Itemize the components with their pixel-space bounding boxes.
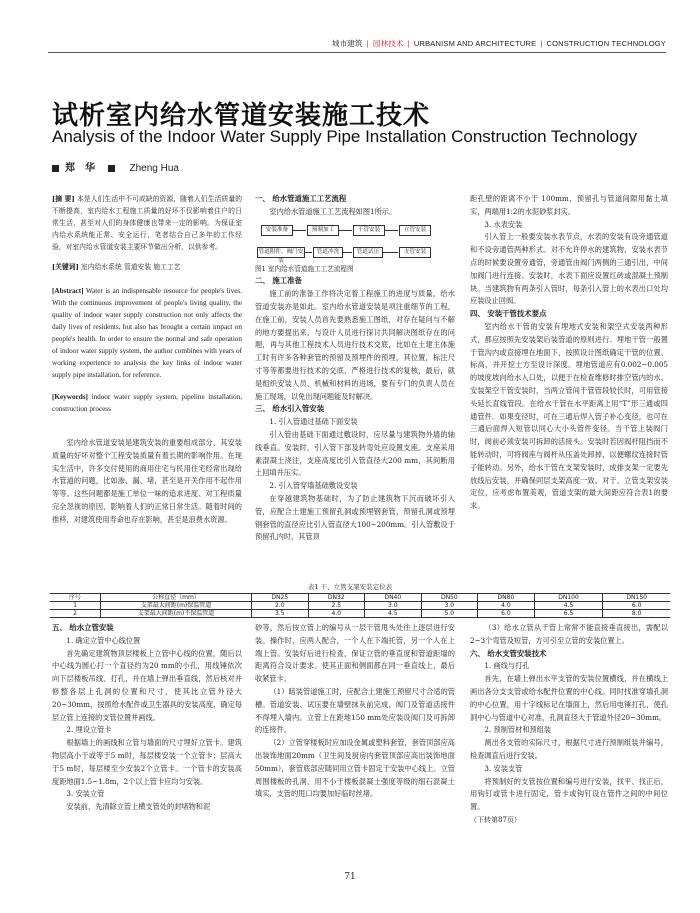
- intro-paragraph: 室内给水管道安装是建筑安装的重要组成部分，其安装质量的好坏对整个工程安装质量有着长期的影响作用。在现实生活中，许多交付使用的商用住宅与民用住宅经常出现给水管道的问题，比如渗、漏、堵，甚至是开关作用不起作用等等。这些问题都是施工单位一味的追求进度、对工程质量完全忽视的原因，影响着人们的正常日常生活。随着时间的推移，对建筑使用寿命也存在影响，甚至是浪费水资源。: [52, 438, 242, 524]
- header-category: 园林技术: [372, 39, 404, 48]
- flow-arrow: [342, 252, 352, 253]
- table-cell: 4.5: [534, 602, 603, 610]
- flow-box: 干管安装: [353, 225, 385, 236]
- table-cell: 3.5: [252, 610, 309, 618]
- column-3: [470, 193, 668, 513]
- flow-box: 管道试压: [353, 247, 383, 258]
- table-header-cell: 公称直径（mm）: [101, 594, 252, 602]
- table-cell: 支架最大间距(m)不保温管道: [101, 610, 252, 618]
- continued-note: （下转第87页）: [470, 815, 521, 824]
- keywords-en-label: [Keywords]: [52, 393, 88, 401]
- keywords-en: [52, 391, 242, 415]
- table-cell: 6.5: [534, 610, 603, 618]
- section-5-text1: 首先确定建筑物顶层楼板上立管中心线的位置，随后以中心线为圆心打一个直径约为20 mm的小孔，用线锤依次向下层楼板吊线、打孔，并在墙上弹出垂直线，然后核对并修整各层上孔洞的位置和尺寸，使其比立管外径大20~30mm，按照给水配件或卫生器具的安装高度，确定每层立管上连接的支管位置并画线。: [52, 648, 242, 722]
- section-6-title: 六、 给水支管安装技术: [470, 648, 547, 658]
- title-chinese: 试析室内给水管道安装施工技术: [52, 101, 431, 131]
- section-3-continued: 距孔壁的距离不小于 100mm，预留孔与管道间隙用黏土填实，两端用1:2的水泥砂浆封实。: [470, 194, 668, 216]
- column-2-lower: [255, 622, 455, 801]
- table-cell: 3.0: [421, 602, 478, 610]
- header-en-category: CONSTRUCTION TECHNOLOGY: [546, 39, 666, 48]
- section-5-text3: 安装前，先清除立管上横支管处的封堵物和泥: [66, 802, 211, 812]
- running-header: [332, 38, 666, 49]
- section-4-text: 室内给水干管的安装有埋地式安装和架空式安装两种形式，都应按照先安装架后装管道的原则进行。埋地干管一般置于管沟内或直接埋在地面下，按照设计图纸确定干管的位置、标高，并开挖土方至设计深度。埋地管道应有0.002~0.005的坡度坡向给水入口处，以便于在检查维修时排空管内的水。安装架空干管安装时，当两立管间干管管段较长时，可用管接头延长直线管段。在给水干管在水平距离上用“T”形三通或四通管件。如果变径时，可在三通后焊入管子补心变径，也可在三通后面焊入短管以同心大小头管件变径。当干管上装阀门时，阀前必须安装可拆卸的活接头。安装时若因阀杆阻挡而不能转动时，可将阀座与阀杆从压盖处卸掉，以便螺纹连接时管子能转动。另外，给水干管在支架安装时，成排支架一定要先放线后安装，并确保同层支架高度一致。对于、立管支架安装定位，应考虑布置美观，管道支架的最大间距应符合表1的要求。: [470, 321, 668, 511]
- flow-box: 预制加工: [307, 225, 339, 236]
- title-english: Analysis of the Indoor Water Supply Pipe Installation Construction Technology: [52, 127, 637, 146]
- abstract-cn-label: [摘 要]: [52, 195, 75, 203]
- header-separator: |: [540, 39, 543, 48]
- keywords-en-text: indoor water supply system, pipeline installation, construction process: [52, 393, 242, 413]
- section-6-sub3: 3. 安装支管: [484, 763, 523, 773]
- page-number: 71: [344, 872, 356, 882]
- table-cell: 5.0: [421, 610, 478, 618]
- flow-box: 安装准备: [261, 225, 293, 236]
- table-1: [50, 593, 670, 618]
- flow-box: 立管安装: [399, 225, 431, 236]
- table-cell: 4.0: [478, 602, 535, 610]
- table-header-cell: DN100: [534, 594, 603, 602]
- flow-arrow: [304, 252, 312, 253]
- section-6-sub2: 2. 预制管材和预组装: [484, 725, 552, 735]
- section-2-text: 施工前的准备工作将决定着工程施工的进度与质量，给水管道安装亦是如此。室内给水管道安装是项注重细节的工程，在施工前，安装人员首先要熟悉施工图纸，对存在疑问与不解的地方要提出来，与设计人员进行探讨共同解决图纸存在的问题，再与其他工程技术人员进行技术交底，比如在土建主体施工时有许多各种套管的预留及预埋件的预埋，其位置，标注尺寸等等都要进行技术的交底，严格进行技术的复核，最后，就是组织安装人员、机械和材料的进场，要有专门的负责人员在施工现场，以免出现问题能及时解决。: [255, 289, 455, 401]
- section-3-text3: 引入管上一般要安装水表节点，水表的安装有设旁通管道和不设旁通管两种形式。对不允许停水的建筑物，安装水表节点的时候要设置旁通管，旁通管由阀门两侧的三通引出，中间加阀门进行连接。安装时，水表下面应设置红砖或混凝土预制块。当建筑物有两条引入管时，每条引入管上的水表出口处均应装设止回阀。: [470, 232, 668, 306]
- header-section: 城市建筑: [331, 39, 363, 48]
- section-6-sub1: 1. 画线与打孔: [484, 661, 530, 671]
- keywords-cn: [52, 261, 242, 273]
- table-cell: 支架最大间距(m)保温管道: [101, 602, 252, 610]
- author-chinese: 郑 华: [65, 163, 95, 174]
- section-5-sub2: 2. 埋设立管卡: [66, 725, 112, 735]
- section-5-continued: 砂等，然后按立管上的编号从一层干管甩头处往上逐层进行安装。操作时，应两人配合，一个人在下端托管，另一个人在上端上管。安装好后进行检查，保证立管的垂直度和管道距墙的距离符合设计要求。使其正面和侧面都在同一垂直线上，最后收紧管卡。: [255, 623, 455, 684]
- table-header-cell: DN25: [252, 594, 309, 602]
- abstract-en: [52, 285, 242, 381]
- table-header-cell: DN40: [365, 594, 422, 602]
- section-5-note3: （3）给水立管从干管上常常不能直接垂直接出，需配以2~3个弯管及短管，方可引至立管的安装位置上。: [470, 623, 668, 645]
- flowchart: [255, 223, 455, 263]
- flow-box: 管道附件、阀门安装: [258, 248, 304, 264]
- section-5-text2: 根据墙上的画线和立管与墙面的尺寸埋好立管卡。建筑物层高小于或等于5 m时，每层楼安装一个立管卡；层高大于5 m时，每层楼至少安装2个立管卡。一个管卡的安装高度距地面1.5~1.8m，2个以上管卡应均匀安装。: [52, 738, 242, 786]
- column-3-lower: [470, 622, 668, 827]
- column-1: [52, 193, 242, 527]
- abstract-en-text: Water is an indispensable resource for people's lives. With the continuous improvement of people's living quality, the quality of indoor water supply construction not only affects the daily lives of residents, but also has brought a certain impact on people's health. In order to ensure the normal and safe operation of indoor water supply system, the author combines with years of working experience to analysis the key links of indoor water supply pipe installation, for reference.: [52, 287, 243, 379]
- abstract-cn: [52, 193, 242, 253]
- section-5-sub3: 3. 安装立管: [66, 789, 105, 799]
- section-4-title: 四、 安装干管技术要点: [470, 309, 547, 319]
- table-header-cell: DN50: [421, 594, 478, 602]
- section-1-text: 室内给水管道施工工艺流程如图1所示。: [269, 206, 397, 216]
- section-5-title: 五、 给水立管安装: [52, 623, 114, 632]
- section-6-text2: 测出各支管的实际尺寸，根据尺寸进行预制组装并编号，检查调直后进行安装。: [470, 738, 668, 760]
- table-header-cell: DN32: [308, 594, 365, 602]
- author-english: Zheng Hua: [129, 163, 179, 174]
- section-6-text3: 将预制好的支管按位置和编号进行安装，找平、找正后，用钩钉或管卡进行固定，管卡或钩钉设在管件之间的中间位置。: [470, 776, 668, 812]
- section-5-note1: （1）暗装管道施工时，应配合土建施工预留尺寸合适的管槽。管道安装、试压要在墙壁抹灰前完成，阀门及管道活接件不得埋入墙内。立管上在距地150 mm处应装设阀门及可拆卸的连接件。: [255, 686, 455, 735]
- section-3-sub2: 2. 引入管穿墙基础敷设安装: [269, 481, 358, 491]
- keywords-cn-text: 室内给水系统 管道安装 施工工艺: [81, 263, 181, 271]
- table-cell: 6.0: [603, 602, 670, 610]
- author-line: [52, 159, 179, 174]
- section-3-title: 三、 给水引入管安装: [255, 404, 325, 414]
- section-5-note2: （2）立管穿楼板时应加设金属或塑料套管，套管顶部应高出装饰地面20mm（卫生间及厨房内套管顶部应高出装饰地面50mm），套管底部应随同用立管卡固定于安装中心线上。立管周围楼板的孔洞，用不小于楼板混凝土强度等级的细石混凝土填实，支管的甩口均要加好临时丝堵。: [255, 738, 455, 799]
- table-cell: 4.5: [365, 610, 422, 618]
- table-cell: 2: [50, 610, 101, 618]
- flow-box: 支管安装: [399, 247, 431, 258]
- section-2-title: 二、 施工准备: [255, 276, 302, 286]
- section-3-text1: 引入管由基础下面通过敷设时，应尽量与建筑物外墙的轴线垂直。安装时，引入管下部及转弯处应设置支座。支座采用素混凝土浇注，支座高度比引入管直径大200 mm，其间断用土回填并压实。: [255, 429, 455, 478]
- author-bullet-icon: [108, 165, 115, 172]
- table-cell: 1: [50, 602, 101, 610]
- table-header-cell: 序号: [50, 594, 101, 602]
- author-bullet-icon: [52, 165, 59, 172]
- flow-arrow: [384, 230, 398, 231]
- table-cell: 3.0: [365, 602, 422, 610]
- figure-1-caption: 图1 室内给水管道施工工艺流程图: [255, 264, 354, 273]
- flow-arrow: [382, 252, 398, 253]
- table-cell: 2.0: [252, 602, 309, 610]
- section-6-text1: 首先，在墙上弹出水平支管的安装位置横线，并在横线上画出各分支支管或给水配件位置的中心线。同时找准穿墙孔洞的中心位置，用十字线标记在墙面上，然后用电锤打孔，使孔洞中心与管道中心对准，孔洞直径大于管道外径20~30mm。: [470, 674, 668, 722]
- table-cell: 6.0: [478, 610, 535, 618]
- column-1-lower: [52, 622, 242, 814]
- table-cell: 2.5: [308, 602, 365, 610]
- table-cell: 4.0: [308, 610, 365, 618]
- section-3-sub3: 3. 水表安装: [484, 219, 523, 229]
- table-1-caption: 表1 干、立管支架安装定位表: [307, 583, 393, 591]
- header-rule: [48, 52, 666, 53]
- flow-arrow: [338, 230, 352, 231]
- column-2: [255, 193, 455, 544]
- flow-arrow: [292, 230, 306, 231]
- table-row: [50, 610, 670, 618]
- section-5-sub1: 1. 确定立管中心线位置: [66, 635, 141, 645]
- flow-box: 管道冲洗: [313, 247, 343, 258]
- header-separator: |: [407, 39, 410, 48]
- header-separator: |: [366, 39, 369, 48]
- section-3-sub1: 1. 引入管通过基础下面安装: [269, 417, 358, 427]
- section-3-text2: 在穿越建筑物基础时，为了防止建筑物下沉而破坏引入管，应配合土建施工预留孔洞或预埋钢套管，预留孔洞或预埋钢套管的直径应比引入管直径大100~200mm。引入管敷设于预留孔内时，其管顶: [255, 493, 455, 542]
- table-header-row: [50, 594, 670, 602]
- keywords-cn-label: [关键词]: [52, 263, 79, 271]
- header-en-section: URBANISM AND ARCHITECTURE: [413, 39, 537, 48]
- table-header-cell: DN150: [603, 594, 670, 602]
- table-cell: 8.0: [603, 610, 670, 618]
- table-row: [50, 602, 670, 610]
- abstract-en-label: [Abstract]: [52, 287, 84, 295]
- table-header-cell: DN80: [478, 594, 535, 602]
- abstract-cn-text: 本是人们生活中不可或缺的资源，随着人们生活质量的不断提高，室内给水工程施工质量的好坏不仅影响着住户的日常生活，甚至对人们的身体健康也带来一定的影响。为保证室内给水系统能正常、安全运行，笔者结合自己多年的工作经验，对室内给水管道安装主要环节做出分析，以供参考。: [52, 195, 242, 251]
- section-1-title: 一、 给水管道施工工艺流程: [255, 194, 347, 203]
